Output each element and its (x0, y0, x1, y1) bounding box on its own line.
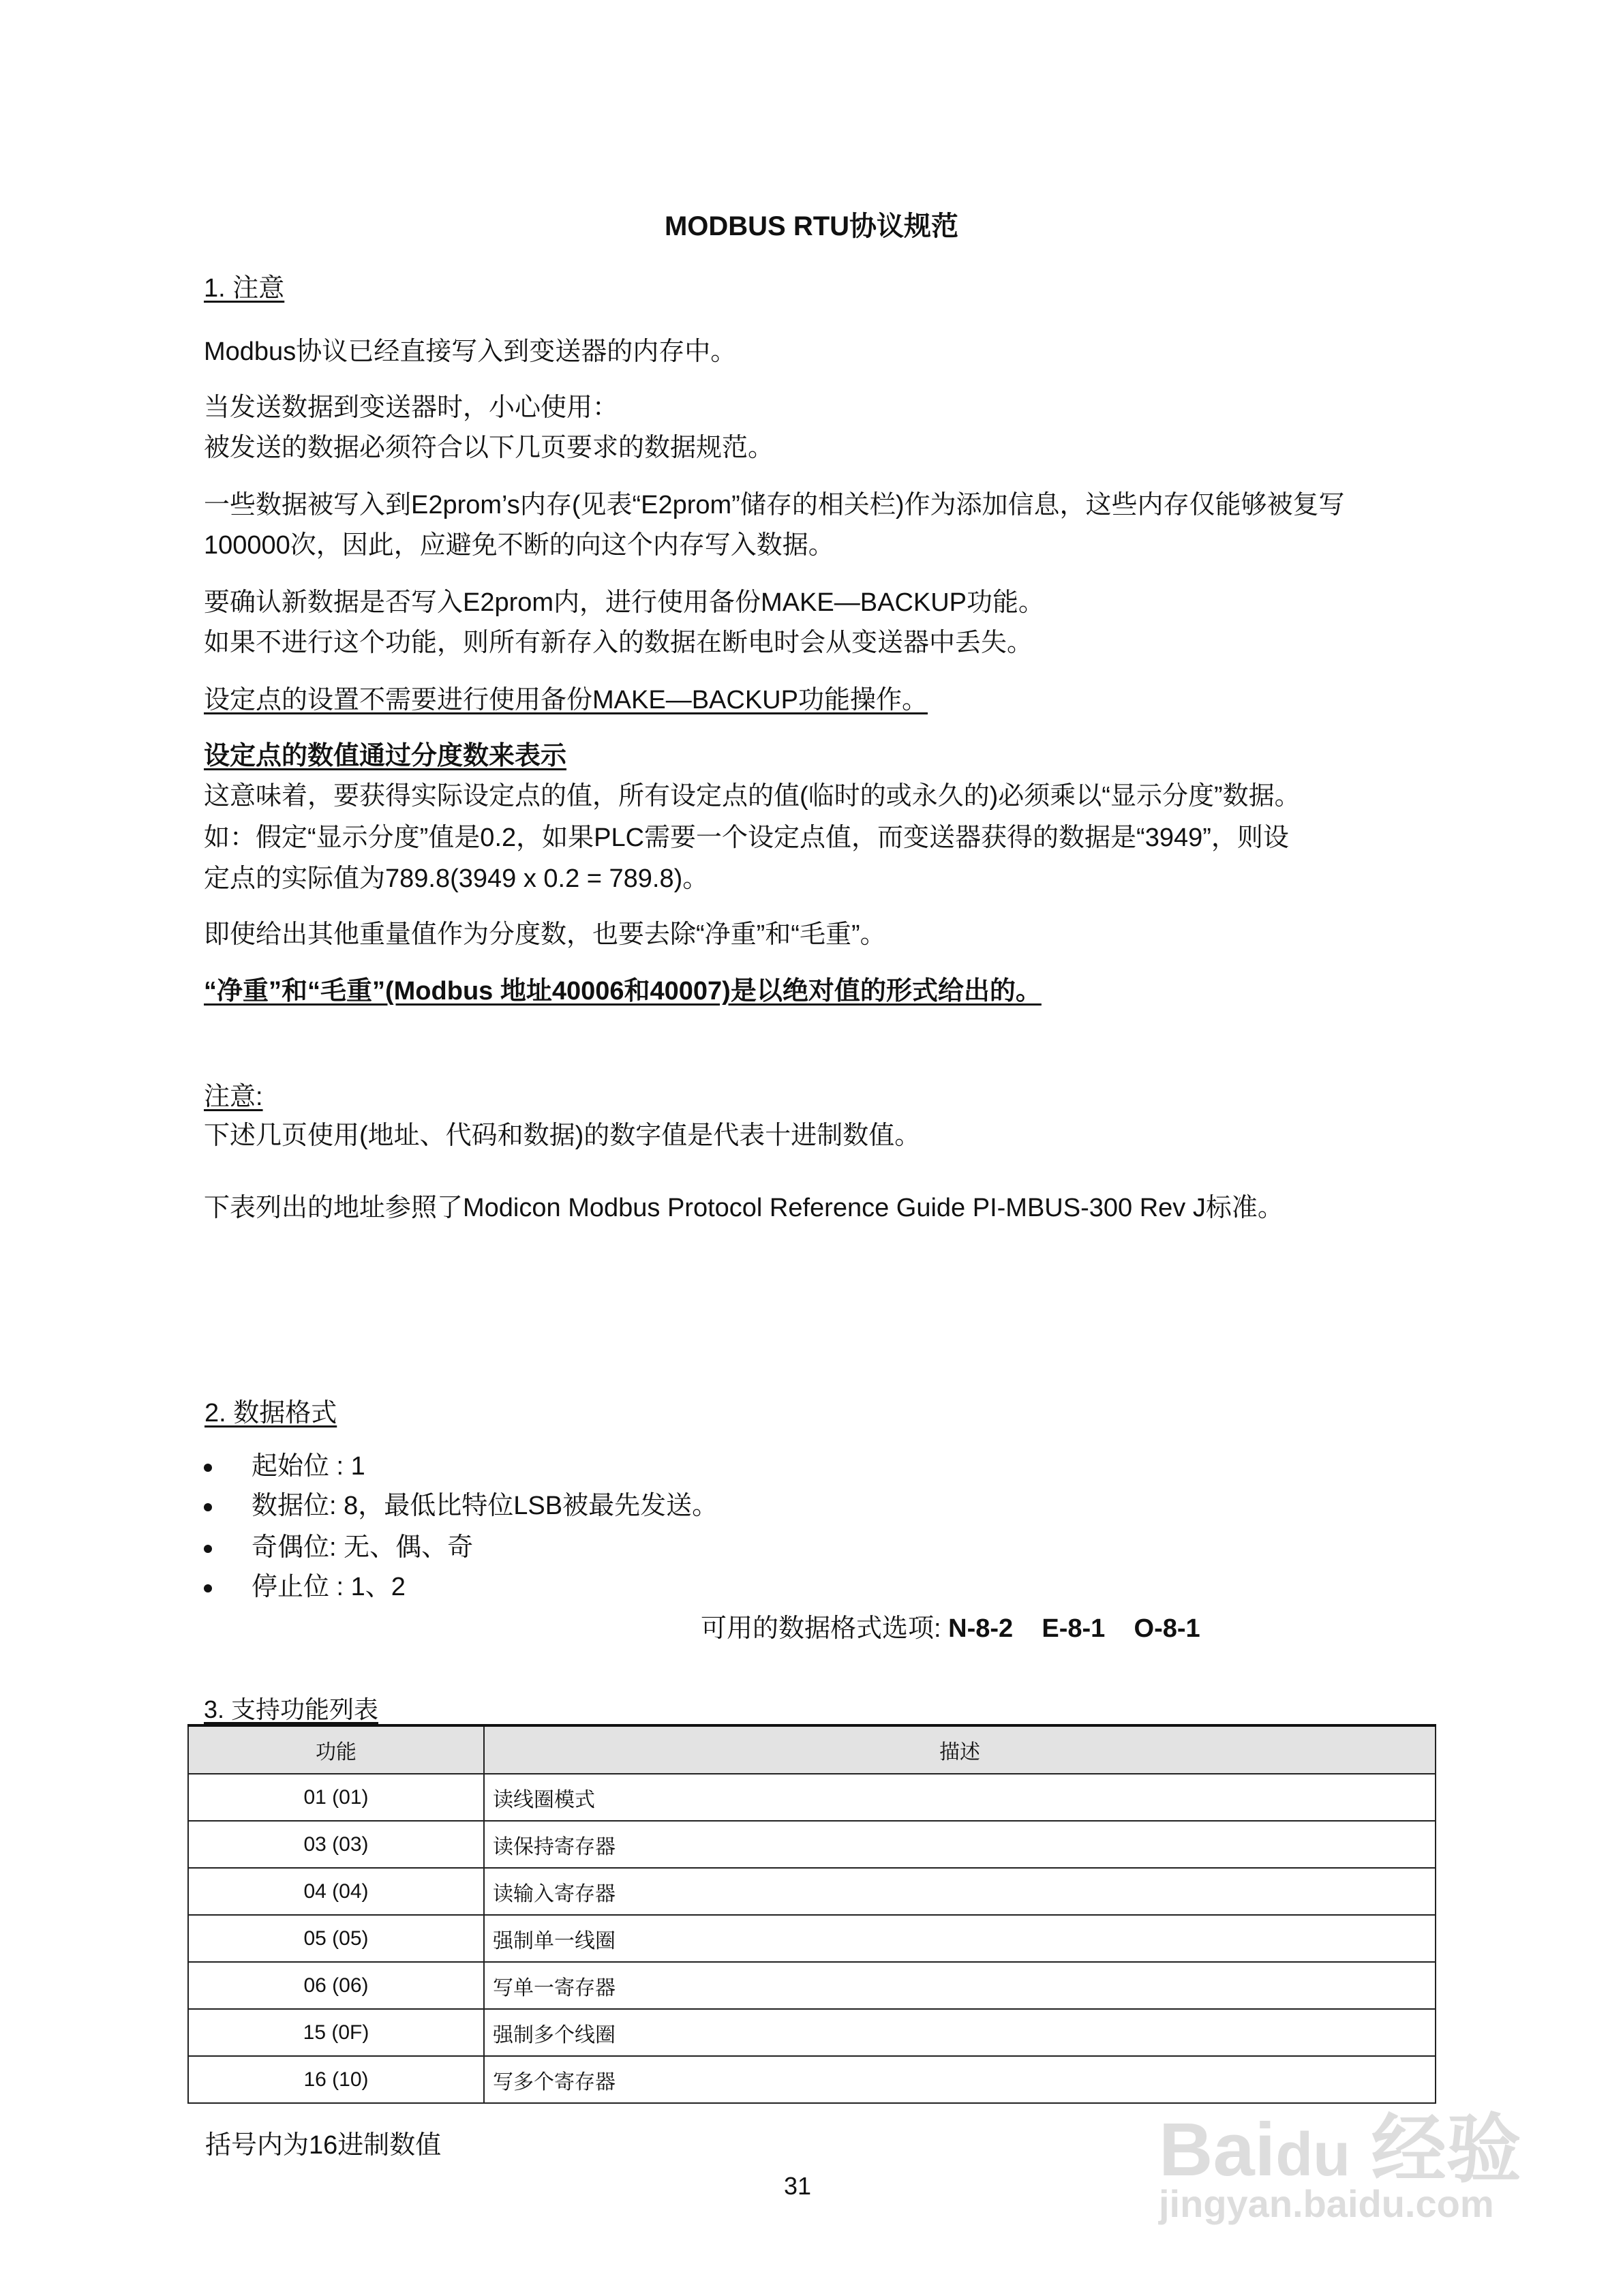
note-heading: 注意: (204, 1083, 263, 1111)
bullet-item: 奇偶位: 无、偶、奇 (204, 1532, 473, 1563)
table-row (188, 1915, 1436, 1962)
function-code: 05 (05) (188, 1915, 484, 1962)
paragraph-line: 当发送数据到变送器时，小心使用： (204, 393, 619, 422)
table-row (188, 1962, 1436, 2009)
document-title: MODBUS RTU协议规范 (664, 211, 959, 241)
paragraph-line: Modbus协议已经直接写入到变送器的内存中。 (204, 337, 737, 366)
subheading-setpoint-divisions: 设定点的数值通过分度数来表示 (204, 742, 567, 770)
paragraph-line: 要确认新数据是否写入E2prom内，进行使用备份MAKE—BACKUP功能。 (204, 588, 1045, 617)
bullet-icon (204, 1464, 212, 1472)
function-code: 06 (06) (188, 1962, 484, 2009)
paragraph-line: 100000次，因此，应避免不断的向这个内存写入数据。 (204, 531, 834, 560)
paragraph-line: 一些数据被写入到E2prom’s内存(见表“E2prom”储存的相关栏)作为添加信息，这些内存仅能够被复写 (204, 491, 1345, 519)
data-format-options: 可用的数据格式选项: N-8-2 E-8-1 O-8-1 (701, 1614, 1200, 1643)
table-row (188, 2009, 1436, 2056)
page-number: 31 (784, 2172, 812, 2200)
bullet-item: 起始位 : 1 (204, 1451, 365, 1482)
bullet-item: 数据位: 8，最低比特位LSB被最先发送。 (204, 1490, 718, 1522)
function-description: 读输入寄存器 (484, 1868, 1436, 1915)
table-footnote: 括号内为16进制数值 (205, 2131, 442, 2160)
function-code: 16 (10) (188, 2056, 484, 2103)
paragraph-line: 这意味着，要获得实际设定点的值，所有设定点的值(临时的或永久的)必须乘以“显示分度”数据。 (204, 782, 1301, 811)
bullet-icon (204, 1545, 212, 1553)
table-row (188, 1774, 1436, 1821)
function-description: 写单一寄存器 (484, 1962, 1436, 2009)
section-1-heading: 1. 注意 (204, 274, 285, 303)
note-line: 下表列出的地址参照了Modicon Modbus Protocol Reference Guide PI-MBUS-300 Rev J标准。 (204, 1194, 1284, 1222)
function-code: 01 (01) (188, 1774, 484, 1821)
section-3-heading: 3. 支持功能列表 (204, 1695, 379, 1723)
function-code: 03 (03) (188, 1821, 484, 1868)
table-row (188, 1821, 1436, 1868)
bullet-item: 停止位 : 1、2 (204, 1571, 406, 1603)
paragraph-line: 即使给出其他重量值作为分度数，也要去除“净重”和“毛重”。 (204, 920, 886, 949)
baidu-watermark-logo: Baidu 经验 (1159, 2108, 1521, 2192)
column-header-function: 功能 (188, 1725, 484, 1774)
paragraph-line: 如：假定“显示分度”值是0.2，如果PLC需要一个设定点值，而变送器获得的数据是“3949”，则设 (204, 824, 1289, 852)
function-table (187, 1724, 1436, 2104)
paragraph-line: 如果不进行这个功能，则所有新存入的数据在断电时会从变送器中丢失。 (204, 629, 1033, 657)
function-description: 强制多个线圈 (484, 2009, 1436, 2056)
column-header-description: 描述 (484, 1725, 1436, 1774)
function-description: 写多个寄存器 (484, 2056, 1436, 2103)
bullet-icon (204, 1584, 212, 1592)
function-description: 强制单一线圈 (484, 1915, 1436, 1962)
section-2-heading: 2. 数据格式 (204, 1399, 337, 1428)
table-row (188, 1868, 1436, 1915)
paragraph-line: 定点的实际值为789.8(3949 x 0.2 = 789.8)。 (204, 864, 709, 893)
function-description: 读保持寄存器 (484, 1821, 1436, 1868)
paragraph-line-bold-underlined: “净重”和“毛重”(Modbus 地址40006和40007)是以绝对值的形式给出的。 (204, 977, 1042, 1006)
baidu-watermark-url: jingyan.baidu.com (1159, 2182, 1494, 2225)
function-description: 读线圈模式 (484, 1774, 1436, 1821)
bullet-icon (204, 1503, 212, 1511)
function-code: 04 (04) (188, 1868, 484, 1915)
note-line: 下述几页使用(地址、代码和数据)的数字值是代表十进制数值。 (204, 1121, 921, 1150)
paragraph-line: 被发送的数据必须符合以下几页要求的数据规范。 (204, 434, 774, 462)
paragraph-line-underlined: 设定点的设置不需要进行使用备份MAKE—BACKUP功能操作。 (204, 686, 928, 714)
function-code: 15 (0F) (188, 2009, 484, 2056)
